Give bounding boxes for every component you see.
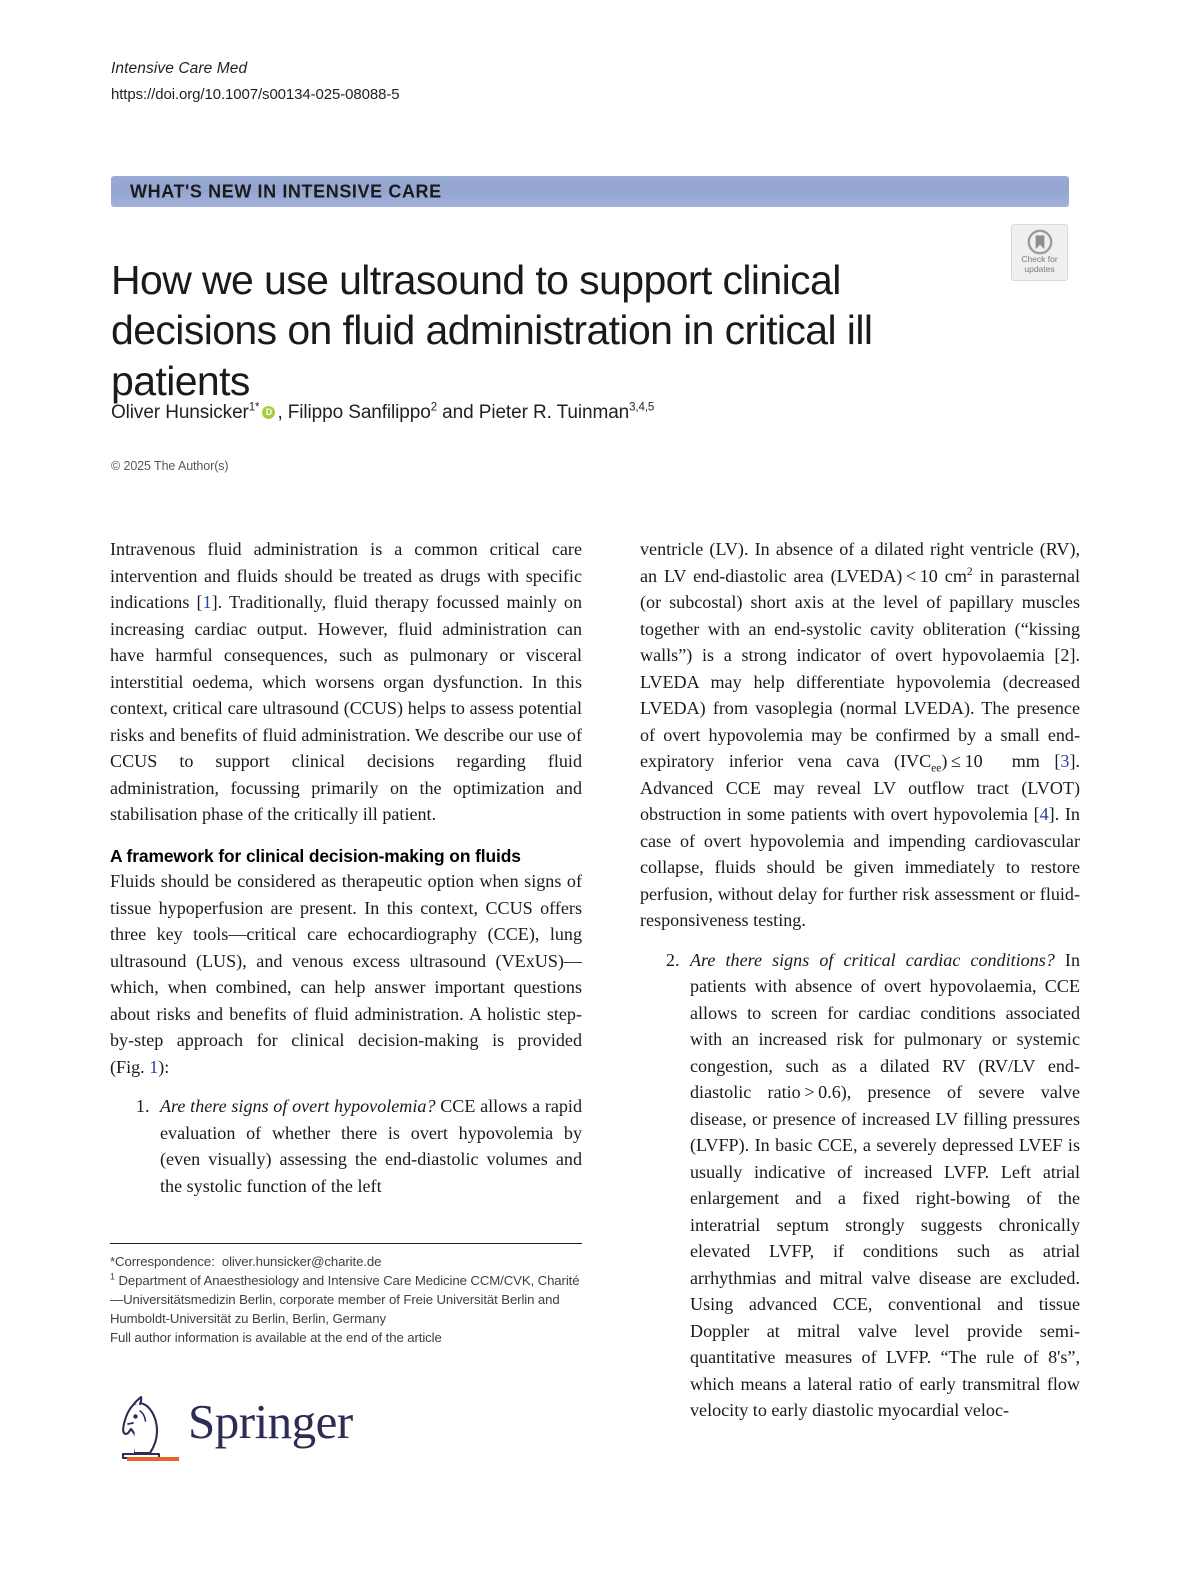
ivc-ee-subscript: ee <box>931 762 942 775</box>
cm-squared-superscript: 2 <box>966 565 973 578</box>
journal-doi[interactable]: https://doi.org/10.1007/s00134-025-08088-5 <box>111 85 400 103</box>
continued-part-c: ) ≤ 10 mm [3]. Advanced CCE may reveal LV outflow tract (LVOT) obstruction in some patients with overt hypovolemia [4]. In case of overt hypovolemia and impending cardiovascular collapse, fluids should be given immediately to restore perfusion, without delay for further risk assessment or fluid-responsiveness testing. <box>640 751 1080 930</box>
springer-logo <box>110 1393 410 1465</box>
continued-paragraph <box>640 536 1080 934</box>
citation-ref-1[interactable]: 1 <box>202 592 212 612</box>
body-column-right <box>640 536 1080 1426</box>
citation-ref-3[interactable]: 3 <box>1060 751 1070 771</box>
intro-paragraph: Intravenous fluid administration is a common critical care intervention and fluids should be treated as drugs with specific indications [1]. Traditionally, fluid therapy focussed mainly on increasing cardiac output. However, fluid administration can have harmful consequences, such as pulmonary or visceral interstitial oedema, which worsens organ dysfunction. In this context, critical care ultrasound (CCUS) helps to assess potential risks and benefits of fluid administration. We describe our use of CCUS to support clinical decisions regarding fluid administration, focussing primarily on the optimization and stabilisation phase of the critically ill patient. <box>110 539 582 824</box>
journal-header <box>111 58 711 105</box>
author-list <box>111 400 1011 427</box>
section-banner-label: WHAT'S NEW IN INTENSIVE CARE <box>130 181 442 201</box>
affiliation-line <box>110 1271 590 1328</box>
footnote-block <box>110 1252 590 1347</box>
list-item <box>154 1093 582 1199</box>
springer-accent-rule <box>127 1457 179 1461</box>
correspondence-line <box>110 1252 590 1271</box>
springer-wordmark: Springer <box>188 1394 353 1449</box>
check-for-updates-icon <box>1027 229 1053 255</box>
question-2-text: Are there signs of critical cardiac conditions? <box>690 949 1055 970</box>
check-for-updates-badge[interactable] <box>1011 224 1068 281</box>
continued-part-b: in parasternal (or subcostal) short axis at the level of papillary muscles together with an end-systolic cavity obliteration (“kissing walls”) is a strong indicator of overt hypovolaemia [2]. LVEDA may help differentiate hypovolemia (decreased LVEDA) from vasoplegia (normal LVEDA). The presence of overt hypovolemia may be confirmed by a small end-expiratory inferior vena cava (IVC <box>640 565 1081 771</box>
author-affil-marker-3: 3,4,5 <box>629 401 655 414</box>
author-name-3: Pieter R. Tuinman <box>478 402 630 423</box>
author-affil-marker-2: 2 <box>430 401 437 414</box>
author-affil-marker-1: 1* <box>248 401 260 414</box>
author-separator-1: , <box>277 402 288 423</box>
author-separator-2: and <box>437 402 479 423</box>
footnote-divider <box>110 1243 582 1244</box>
badge-line-1: Check for <box>1021 254 1058 264</box>
orcid-icon[interactable] <box>262 406 275 419</box>
badge-line-2: updates <box>1024 263 1055 274</box>
body-column-left <box>110 536 582 1201</box>
question-list <box>110 1093 582 1199</box>
springer-knight-icon <box>110 1393 186 1465</box>
section-banner <box>111 176 1069 207</box>
figure-ref-1[interactable]: 1 <box>149 1056 159 1077</box>
check-for-updates-label <box>1012 255 1067 275</box>
page-title: How we use ultrasound to support clinical decisions on fluid administration in critical ill patients <box>111 257 873 404</box>
journal-name: Intensive Care Med <box>111 60 248 77</box>
copyright-line: © 2025 The Author(s) <box>111 459 229 473</box>
citation-ref-4[interactable]: 4 <box>1039 804 1049 824</box>
list-item <box>684 947 1080 1424</box>
correspondence-label: *Correspondence: <box>110 1254 215 1269</box>
question-2-body: In patients with absence of overt hypovolaemia, CCE allows to screen for cardiac conditions associated with an increased risk for pulmonary or systemic congestion, such as a dilated RV (RV/LV end-diastolic ratio > 0.6), presence of severe valve disease, or presence of increased LV filling pressures (LVFP). In basic CCE, a severely depressed LVEF is usually indicative of increased LVFP. Left atrial enlargement and a fixed right-bowing of the interatrial septum strongly suggests chronically elevated LVFP, if conditions such as atrial arrhythmias and mitral valve disease are excluded. Using advanced CCE, conventional and tissue Doppler at mitral valve level provide semi-quantitative measures of LVFP. “The rule of 8's”, which means a lateral ratio of early transmitral flow velocity to early diastolic myocardial veloc- <box>690 949 1080 1420</box>
author-name-2: Filippo Sanfilippo <box>287 402 431 423</box>
affiliation-marker: 1 <box>110 1271 115 1282</box>
full-author-note: Full author information is available at the end of the article <box>110 1330 442 1345</box>
question-list-continued <box>640 947 1080 1424</box>
correspondence-email[interactable]: oliver.hunsicker@charite.de <box>221 1254 382 1269</box>
framework-paragraph: Fluids should be considered as therapeutic option when signs of tissue hypoperfusion are present. In this context, CCUS offers three key tools—critical care echocardiography (CCE), lung ultrasound (LUS), and venous excess ultrasound (VExUS)—which, when combined, can help answer important questions about risks and benefits of fluid administration. A holistic step-by-step approach for clinical decision-making is provided (Fig. 1): <box>110 871 582 1077</box>
affiliation-text: Department of Anaesthesiology and Intensive Care Medicine CCM/CVK, Charité—Universitätsmedizin Berlin, corporate member of Freie Universität Berlin and Humboldt-Universität zu Berlin, Berlin, Germany <box>110 1273 580 1326</box>
continued-part-a: ventricle (LV). In absence of a dilated right ventricle (RV), an LV end-diastolic area (LVEDA) < 10 cm <box>640 539 1080 586</box>
question-1-body: CCE allows a rapid evaluation of whether there is overt hypovolemia by (even visually) assessing the end-diastolic volumes and the systolic function of the left <box>160 1096 583 1196</box>
author-name-1: Oliver Hunsicker <box>111 402 249 423</box>
question-1-text: Are there signs of overt hypovolemia? <box>160 1096 436 1117</box>
section-heading-framework: A framework for clinical decision-making on fluids <box>110 845 521 866</box>
